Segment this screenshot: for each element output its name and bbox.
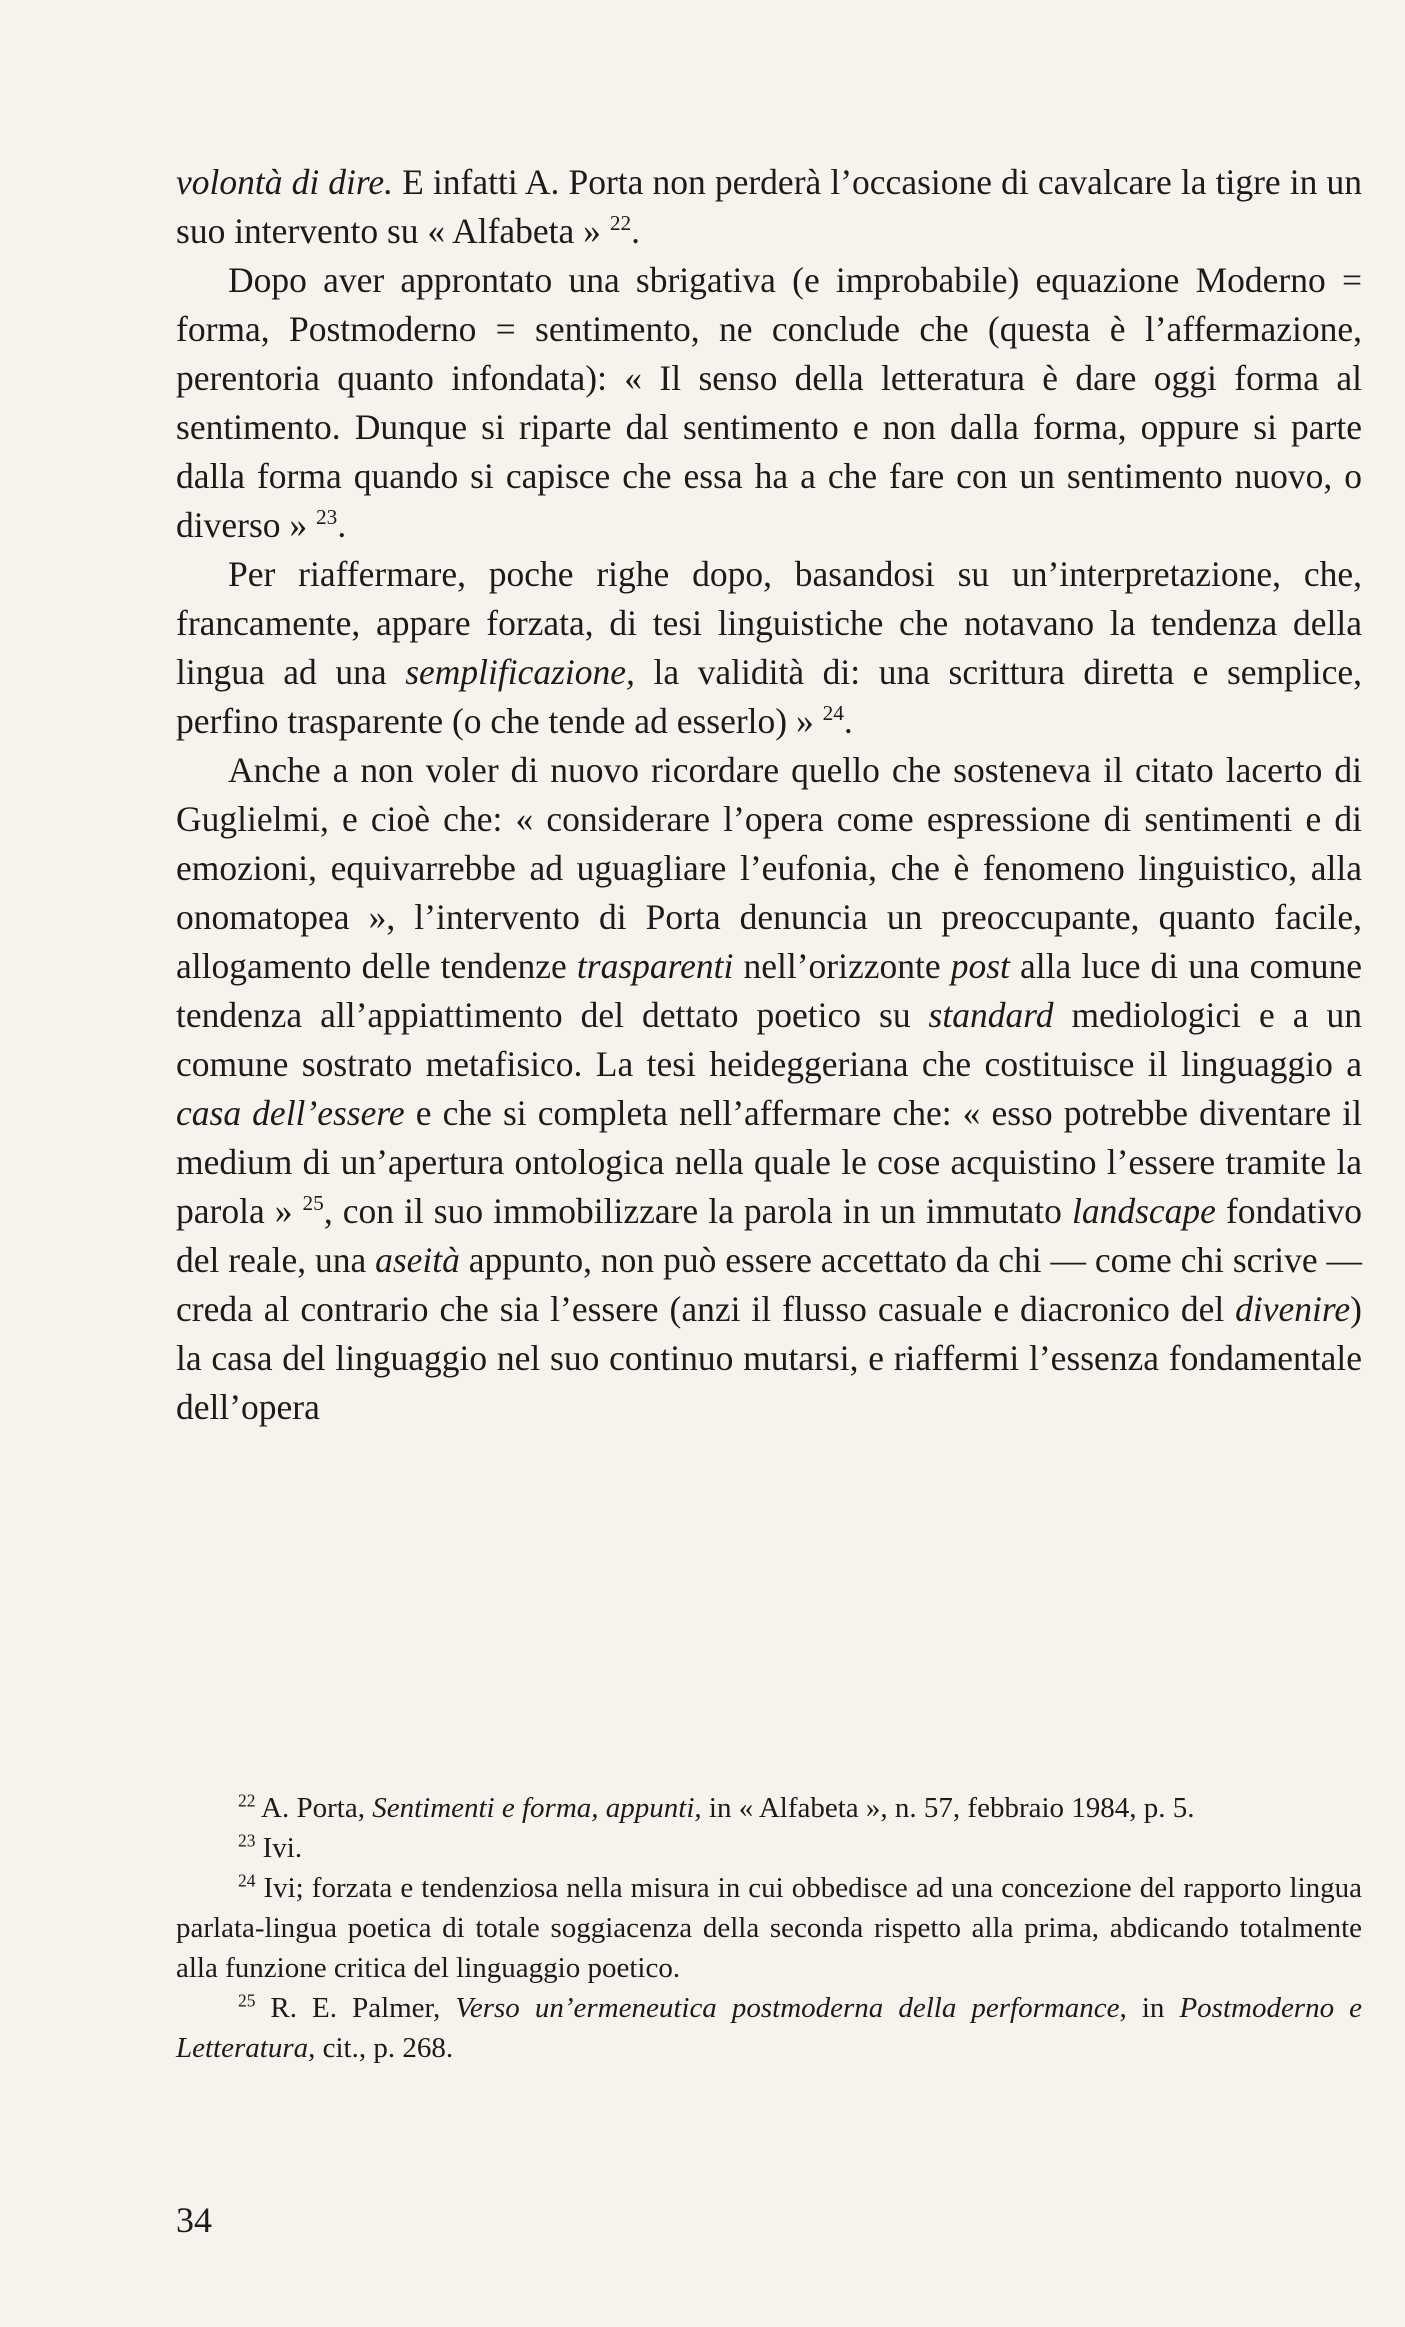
footnote-22: $^{22}$ A. Porta, Sentimenti e forma, appunti, in « Alfabeta », n. 57, febbraio 1984, p. 5. [238,1790,1195,1824]
footnote-24: $^{24}$ Ivi; forzata e tendenziosa nella misura in cui obbedisce ad una concezione del rapporto lingua parlata-lingua poetica di totale soggiacenza della seconda rispetto alla prima, abdicando totalmente alla funzione critica del linguaggio poetico. [176,1870,1362,1984]
paragraph-1: volontà di dire. E infatti A. Porta non perderà l’occasione di cavalcare la tigre in un suo intervento su « Alfabeta » $^{22}$. [176,162,1362,251]
footnote-number: 22 [238,1790,256,1811]
paragraph-2: Dopo aver approntato una sbrigativa (e improbabile) equazione Moderno = forma, Postmoderno = sentimento, ne conclude che (questa è l’affermazione, perentoria quanto infondata): « Il senso della letteratura è dare oggi forma al sentimento. Dunque si riparte dal sentimento e non dalla forma, oppure si parte dalla forma quando si capisce che essa ha a che fare con un sentimento nuovo, o diverso » $^{23}$. [176,260,1362,545]
footnote-23: $^{23}$ Ivi. [238,1830,303,1864]
main-text [176,158,1362,1432]
footnote-ref-23[interactable]: 23 [316,505,338,530]
paragraph-3: Per riaffermare, poche righe dopo, basandosi su un’interpretazione, che, francamente, appare forzata, di tesi linguistiche che notavano la tendenza della lingua ad una semplificazione, la validità di: una scrittura diretta e semplice, perfino trasparente (o che tende ad esserlo) » $^{24}$. [176,554,1363,741]
footnote-ref-24[interactable]: 24 [822,701,844,726]
footnote-25: $^{25}$ R. E. Palmer, Verso un’ermeneutica postmoderna della performance, in Postmoderno e Letteratura, cit., p. 268. [176,1990,1363,2064]
footnote-number: 25 [238,1990,256,2011]
page-number: 34 [176,2200,212,2240]
footnote-ref-25[interactable]: 25 [302,1191,324,1216]
footnote-ref-22[interactable]: 22 [609,211,632,236]
paragraph-4: Anche a non voler di nuovo ricordare quello che sosteneva il citato lacerto di Guglielmi, e cioè che: « considerare l’opera come espressione di sentimenti e di emozioni, equivarrebbe ad uguagliare l’eufonia, che è fenomeno linguistico, alla onomatopea », l’intervento di Porta denuncia un preoccupante, quanto facile, allogamento delle tendenze trasparenti nell’orizzonte post alla luce di una comune tendenza all’appiattimento del dettato poetico su standard mediologici e a un comune sostrato metafisico. La tesi heideggeriana che costituisce il linguaggio a casa dell’essere e che si completa nell’affermare che: « esso potrebbe diventare il medium di un’apertura ontologica nella quale le cose acquistino l’essere tramite la parola » $^{25}$, con il suo immobilizzare la parola in un immutato landscape fondativo del reale, una aseità appunto, non può essere accettato da chi — come chi scrive — creda al contrario che sia l’essere (anzi il flusso casuale e diacronico del divenire) la casa del linguaggio nel suo continuo mutarsi, e riaffermi l’essenza fondamentale dell’opera [176,750,1363,1427]
footnote-number: 23 [238,1830,256,1851]
footnote-number: 24 [238,1870,256,1891]
footnotes [176,1788,1362,2068]
